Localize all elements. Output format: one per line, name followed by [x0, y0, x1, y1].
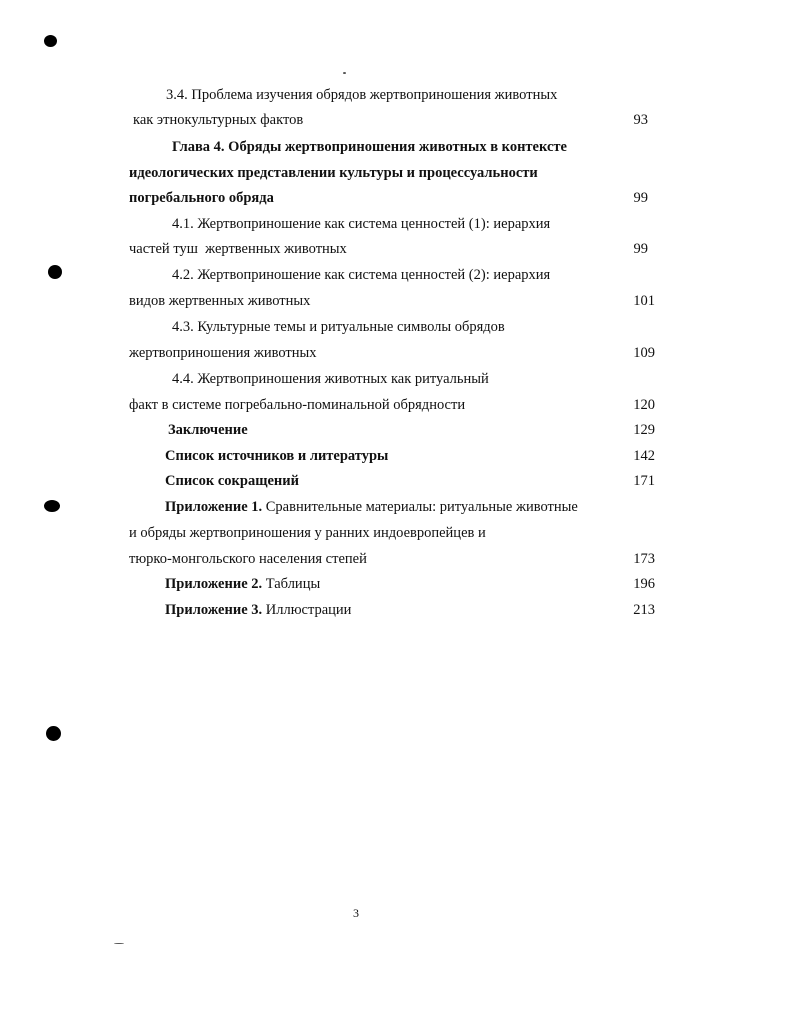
toc-page-chapter-4: 99	[633, 190, 648, 206]
toc-page-sources: 142	[633, 448, 655, 464]
toc-entry-4-2-line1: 4.2. Жертвоприношение как система ценностей (2): иерархия	[172, 267, 551, 283]
toc-appendix-1-line3: тюрко-монгольского населения степей	[129, 551, 367, 567]
toc-appendix-1-text: Сравнительные материалы: ритуальные животные	[262, 499, 578, 515]
toc-appendix-2-text: Таблицы	[262, 576, 321, 592]
toc-page-appendix-2: 196	[633, 576, 655, 592]
toc-entry-4-1-line1: 4.1. Жертвоприношение как система ценностей (1): иерархия	[172, 216, 551, 232]
toc-chapter-4-line3: погребального обряда	[129, 190, 274, 206]
toc-entry-4-2-line2: видов жертвенных животных	[129, 293, 311, 309]
toc-page-conclusion: 129	[633, 422, 655, 438]
page-number: 3	[353, 906, 359, 920]
toc-page-appendix-1: 173	[633, 551, 655, 567]
toc-page-3-4: 93	[633, 112, 648, 128]
toc-appendix-1-line2: и обряды жертвоприношения у ранних индоевропейцев и	[129, 525, 486, 541]
toc-chapter-4-line1: Глава 4. Обряды жертвоприношения животных в контексте	[172, 139, 567, 155]
toc-appendix-1-line1	[165, 498, 578, 516]
punch-hole-1	[44, 35, 57, 47]
toc-entry-4-3-line2: жертвоприношения животных	[129, 345, 317, 361]
toc-appendix-3	[165, 601, 351, 619]
toc-sources: Список источников и литературы	[165, 448, 389, 464]
toc-abbreviations: Список сокращений	[165, 473, 299, 489]
toc-entry-3-4-line1: 3.4. Проблема изучения обрядов жертвоприношения животных	[166, 87, 558, 103]
toc-entry-4-1-line2: частей туш жертвенных животных	[129, 241, 347, 257]
scan-speck	[114, 943, 124, 944]
toc-chapter-4-line2: идеологических представлении культуры и процессуальности	[129, 165, 538, 181]
punch-hole-3	[44, 500, 60, 512]
toc-appendix-1-label: Приложение 1.	[165, 499, 263, 515]
toc-appendix-2	[165, 575, 320, 593]
punch-hole-4	[46, 726, 61, 741]
punch-hole-2	[48, 265, 62, 279]
toc-page-4-1: 99	[633, 241, 648, 257]
scan-speck	[343, 72, 346, 74]
toc-appendix-3-label: Приложение 3.	[165, 602, 263, 618]
toc-page-4-4: 120	[633, 397, 655, 413]
toc-page-abbreviations: 171	[633, 473, 655, 489]
toc-appendix-3-text: Иллюстрации	[262, 602, 352, 618]
toc-entry-4-4-line2: факт в системе погребально-поминальной обрядности	[129, 397, 466, 413]
toc-entry-4-3-line1: 4.3. Культурные темы и ритуальные символы обрядов	[172, 319, 505, 335]
toc-entry-3-4-line2: как этнокультурных фактов	[133, 112, 304, 128]
toc-entry-4-4-line1: 4.4. Жертвоприношения животных как ритуальный	[172, 371, 489, 387]
toc-page-4-3: 109	[633, 345, 655, 361]
toc-conclusion: Заключение	[168, 422, 248, 438]
toc-page-appendix-3: 213	[633, 602, 655, 618]
toc-page-4-2: 101	[633, 293, 655, 309]
toc-appendix-2-label: Приложение 2.	[165, 576, 263, 592]
